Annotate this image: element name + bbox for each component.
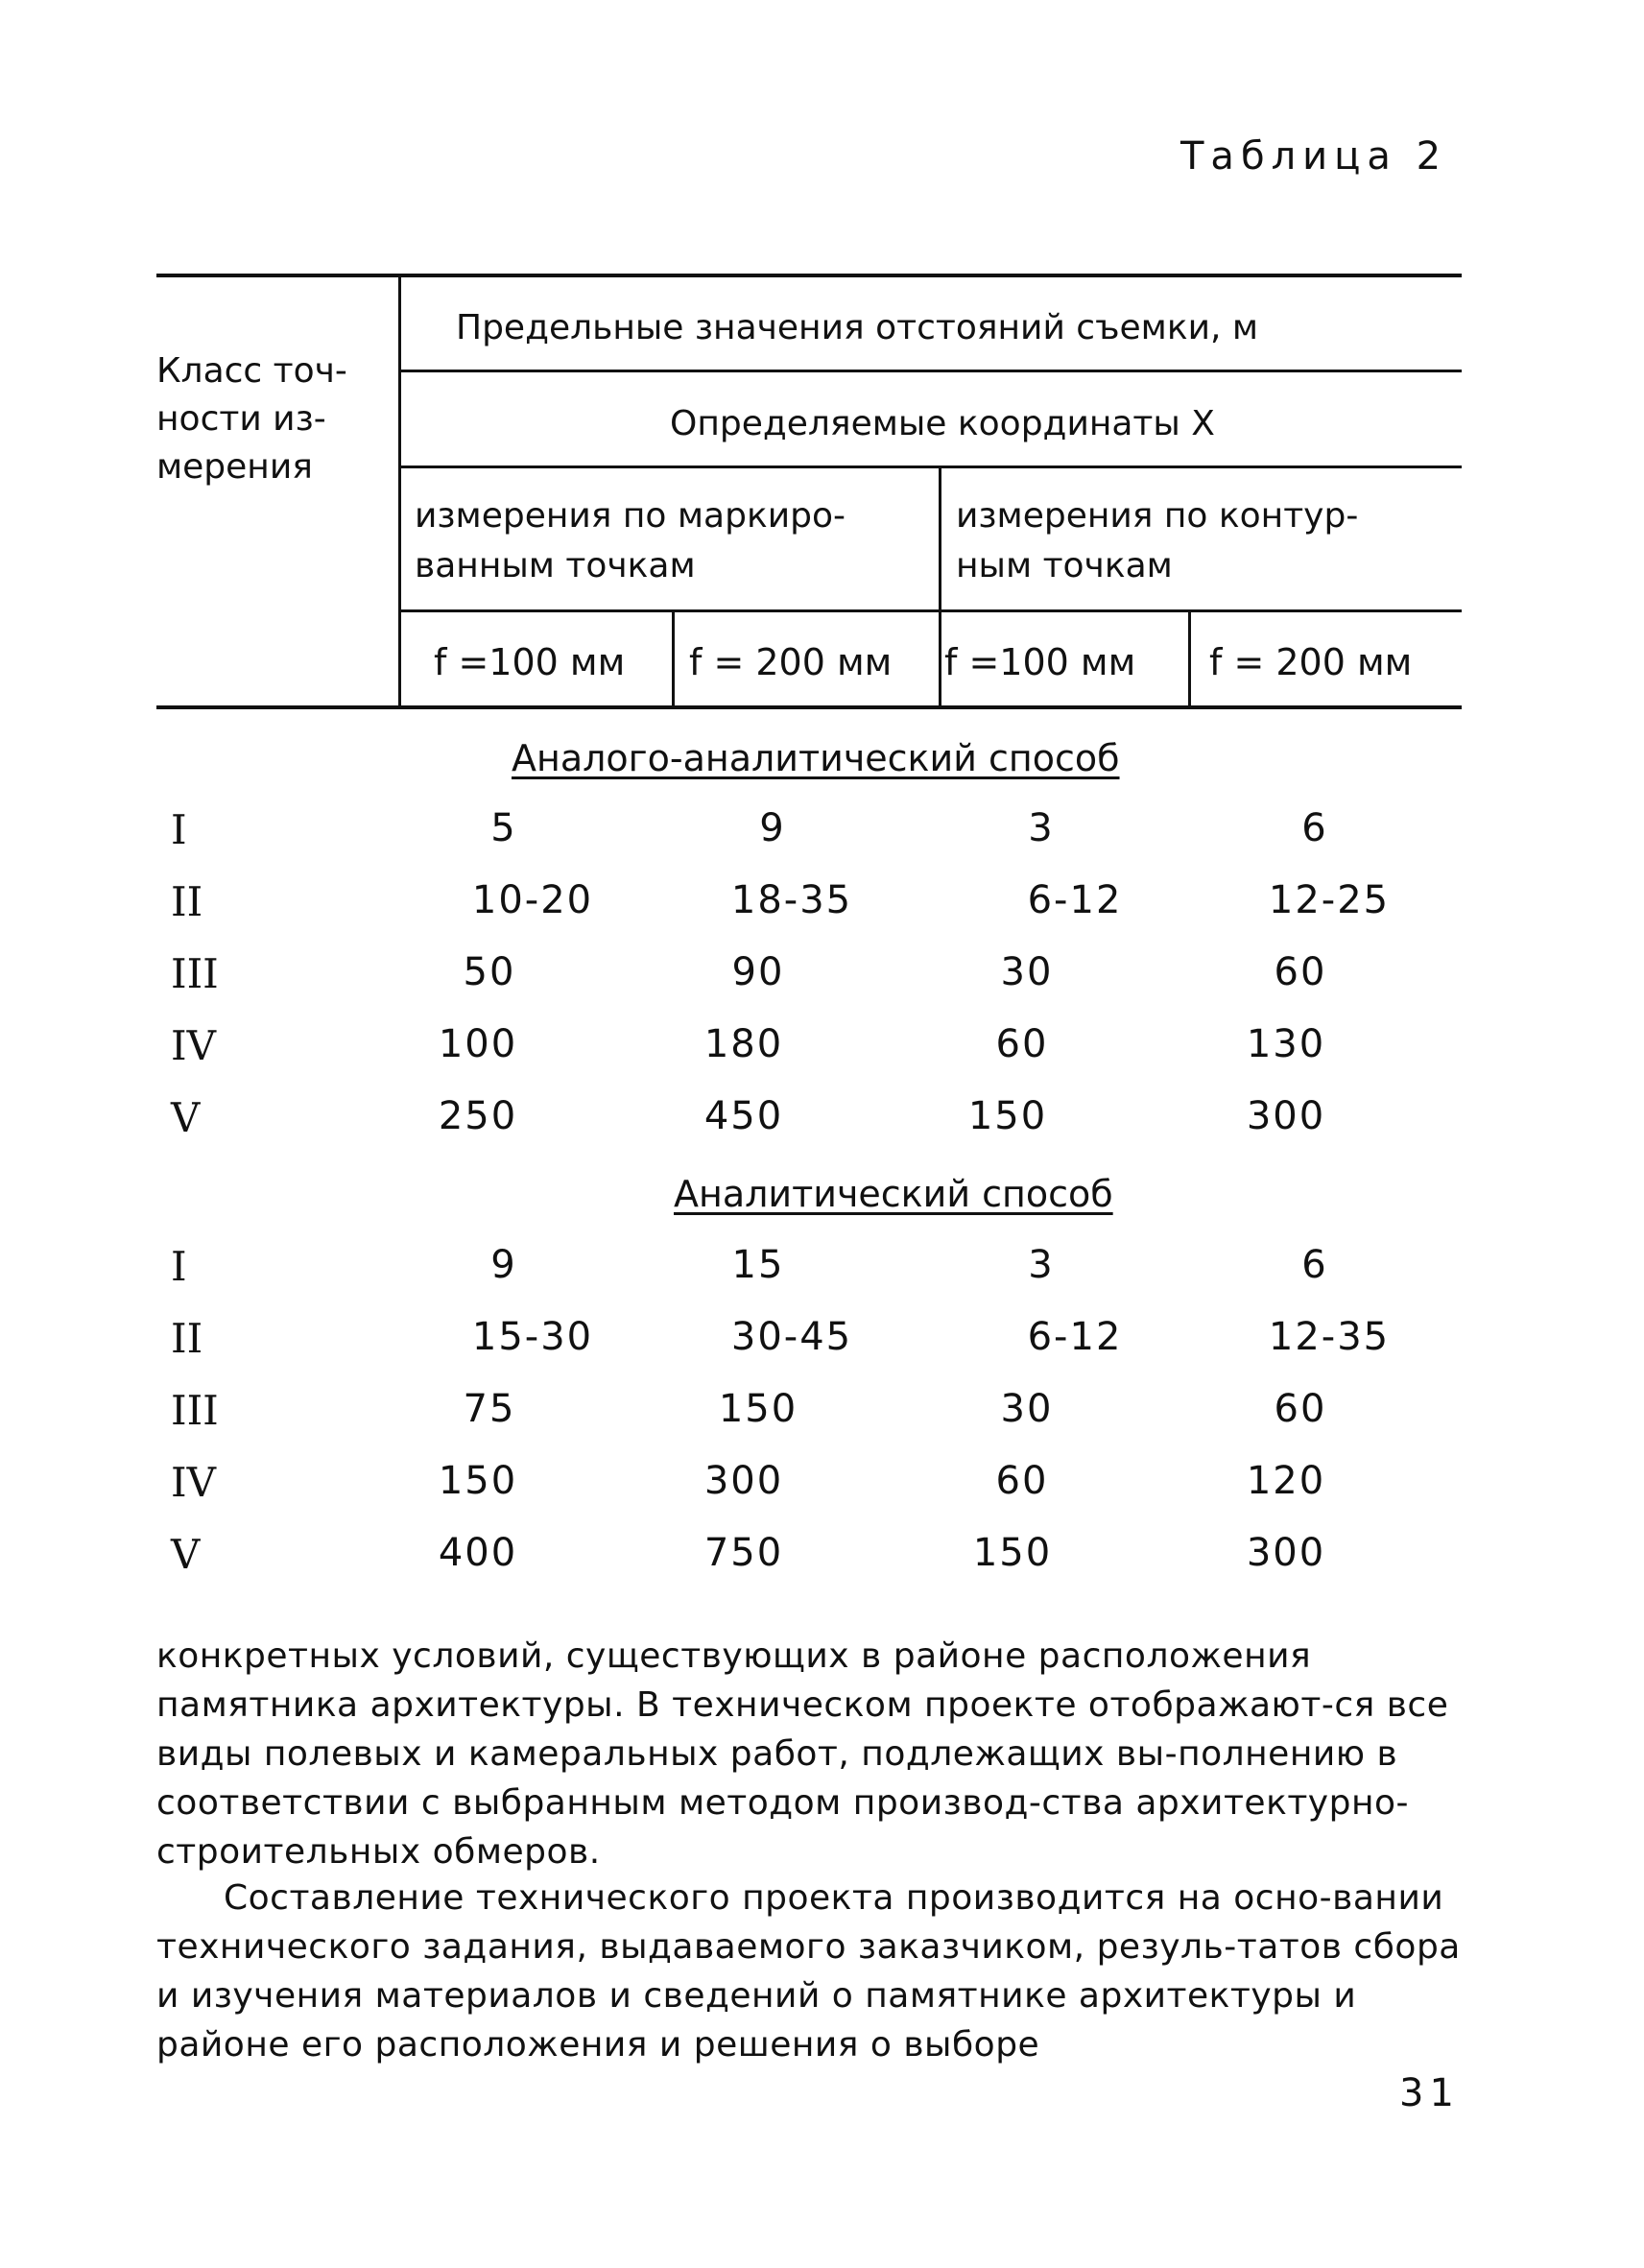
class-column-header: Класс точ- ности из- мерения (156, 351, 347, 487)
class-cell: IV (171, 1022, 216, 1069)
table-row (0, 1459, 1644, 1530)
value-cell: 50 (463, 950, 516, 994)
value-cell: 90 (731, 950, 785, 994)
table-label: Таблица 2 (1180, 134, 1448, 179)
value-cell: 18-35 (730, 878, 853, 922)
value-cell: 15 (731, 1243, 785, 1287)
table-row (0, 1243, 1644, 1314)
value-cell: 10-20 (471, 878, 594, 922)
section-title: Аналитический способ (674, 1173, 1113, 1215)
value-cell: 450 (703, 1094, 784, 1138)
value-cell: 30 (1000, 1387, 1054, 1431)
value-cell: 300 (1246, 1094, 1326, 1138)
table-row (0, 950, 1644, 1021)
focal-length-label: f =100 мм (944, 641, 1136, 683)
value-cell: 30 (1000, 950, 1054, 994)
class-cell: V (171, 1094, 201, 1141)
table-row (0, 1022, 1644, 1093)
focal-length-label: f = 200 мм (689, 641, 893, 683)
value-cell: 60 (1274, 950, 1327, 994)
value-cell: 6-12 (1027, 1315, 1123, 1359)
class-cell: III (171, 950, 219, 997)
section-title: Аналого-аналитический способ (512, 737, 1120, 779)
header-rule-2 (400, 466, 1462, 468)
value-cell: 130 (1246, 1022, 1326, 1066)
table-row (0, 1315, 1644, 1386)
focal-length-label: f = 200 мм (1209, 641, 1413, 683)
value-cell: 150 (718, 1387, 798, 1431)
value-cell: 12-25 (1268, 878, 1391, 922)
value-cell: 150 (967, 1094, 1048, 1138)
value-cell: 400 (438, 1531, 518, 1575)
coordinates-header: Определяемые координаты X (670, 404, 1215, 443)
header-rule-1 (400, 370, 1462, 372)
value-cell: 3 (1028, 1243, 1055, 1287)
header-vline-class (398, 274, 401, 707)
limit-values-header: Предельные значения отстояний съемки, м (456, 308, 1259, 347)
value-cell: 6 (1301, 1243, 1328, 1287)
value-cell: 9 (759, 806, 786, 850)
table-header-bottom-rule (156, 705, 1462, 709)
contour-points-header: измерения по контур- ным точкам (956, 496, 1359, 585)
class-cell: I (171, 806, 187, 853)
table-row (0, 1387, 1644, 1458)
value-cell: 60 (995, 1459, 1049, 1503)
table-row (0, 878, 1644, 949)
value-cell: 15-30 (471, 1315, 594, 1359)
header-rule-3 (400, 609, 1462, 612)
value-cell: 60 (995, 1022, 1049, 1066)
value-cell: 150 (972, 1531, 1053, 1575)
header-vline-f1 (672, 609, 675, 707)
class-cell: III (171, 1387, 219, 1434)
body-paragraph: Составление технического проекта производится на осно-вании технического задания, выдаваемого заказчиком, резуль-татов сбора и изучения материалов и сведений о памятнике архитектуры и районе его расположения и решения о выборе (156, 1878, 1461, 2065)
class-cell: II (171, 878, 203, 925)
value-cell: 60 (1274, 1387, 1327, 1431)
value-cell: 6-12 (1027, 878, 1123, 922)
value-cell: 100 (438, 1022, 518, 1066)
value-cell: 6 (1301, 806, 1328, 850)
page-number: 31 (1399, 2071, 1460, 2115)
header-vline-f3 (1188, 609, 1191, 707)
value-cell: 5 (490, 806, 517, 850)
value-cell: 30-45 (730, 1315, 853, 1359)
value-cell: 3 (1028, 806, 1055, 850)
table-row (0, 1531, 1644, 1602)
body-paragraph: конкретных условий, существующих в районе расположения памятника архитектуры. В техническом проекте отображают-ся все виды полевых и камеральных работ, подлежащих вы-полнению в соответствии с выбранным методом производ-ства архитектурно-строительных обмеров. (156, 1636, 1449, 1872)
value-cell: 750 (703, 1531, 784, 1575)
value-cell: 12-35 (1268, 1315, 1391, 1359)
value-cell: 180 (703, 1022, 784, 1066)
class-cell: V (171, 1531, 201, 1578)
class-cell: IV (171, 1459, 216, 1506)
class-cell: I (171, 1243, 187, 1290)
value-cell: 120 (1246, 1459, 1326, 1503)
table-row (0, 806, 1644, 877)
value-cell: 9 (490, 1243, 517, 1287)
marked-points-header: измерения по маркиро- ванным точкам (415, 496, 846, 585)
value-cell: 300 (1246, 1531, 1326, 1575)
value-cell: 150 (438, 1459, 518, 1503)
class-cell: II (171, 1315, 203, 1362)
table-top-rule (156, 274, 1462, 277)
header-vline-group (939, 466, 941, 707)
table-row (0, 1094, 1644, 1165)
focal-length-label: f =100 мм (434, 641, 626, 683)
value-cell: 250 (438, 1094, 518, 1138)
value-cell: 75 (463, 1387, 516, 1431)
value-cell: 300 (703, 1459, 784, 1503)
